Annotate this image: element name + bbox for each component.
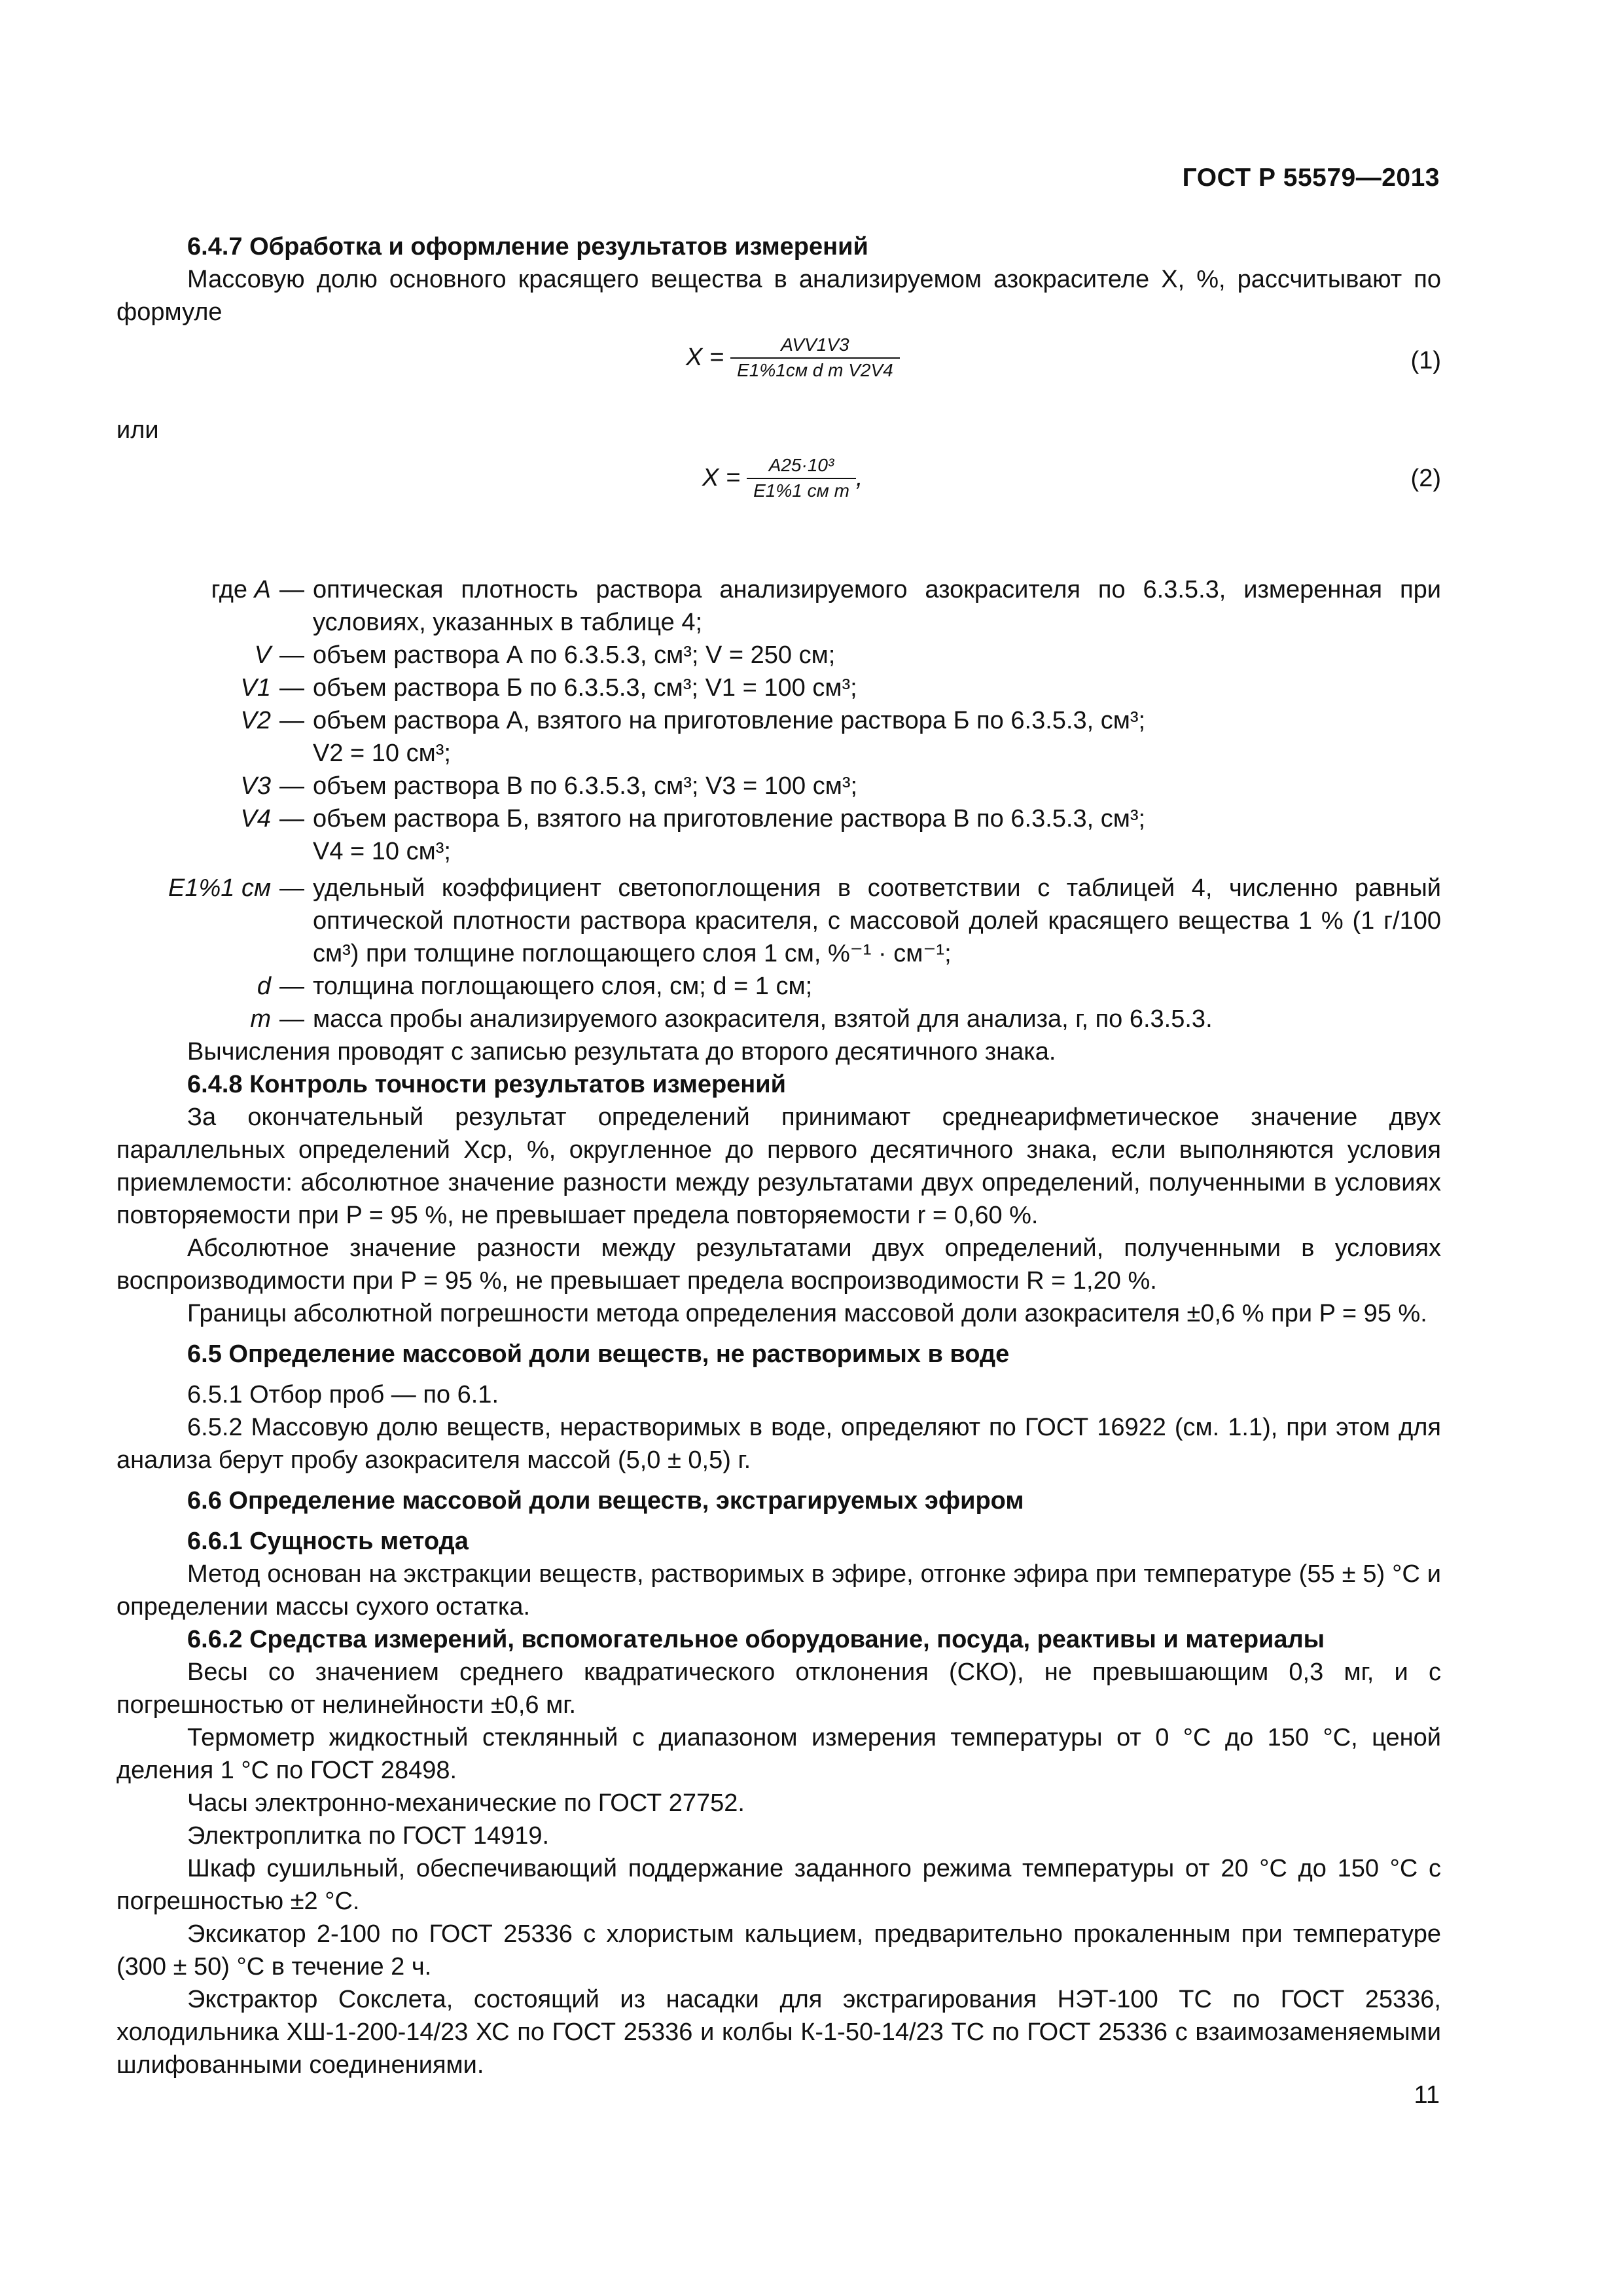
definition-V2-value: V2 = 10 см³; (313, 740, 451, 767)
equipment-item: Термометр жидкостный стеклянный с диапазоном измерения температуры от 0 °C до 150 °C, ценой деления 1 °C по ГОСТ 28498. (116, 1724, 1441, 1784)
definition-E: E1%1 см — удельный коэффициент светопоглощения в соответствии с таблицей 4, численно равный оптической плотности раствора красителя, с массовой долей красящего вещества 1 % (1 г/100 см³) при толщине поглощающего слоя 1 см, %⁻¹ · см⁻¹; (168, 874, 1441, 967)
section-6-5-title: 6.5 Определение массовой доли веществ, не растворимых в воде (187, 1340, 1010, 1368)
definition-V4-value: V4 = 10 см³; (313, 838, 451, 865)
section-6-4-8-paragraph-1: За окончательный результат определений принимают среднеарифметическое значение двух параллельных определений Xср, %, округленное до первого десятичного знака, если выполняются условия приемлемости: абсолютное значение разности между результатами двух определений, полученными в условиях повторяемости при P = 95 %, не превышает предела повторяемости r = 0,60 %. (116, 1103, 1441, 1229)
formula-1-label: (1) (1410, 347, 1441, 374)
definition-V: V — объем раствора А по 6.3.5.3, см³; V = 250 см; (254, 641, 836, 669)
definition-m: m — масса пробы анализируемого азокрасителя, взятой для анализа, г, по 6.3.5.3. (250, 1005, 1213, 1033)
equipment-item: Эксикатор 2-100 по ГОСТ 25336 с хлористым кальцием, предварительно прокаленным при температуре (300 ± 50) °C в течение 2 ч. (116, 1920, 1441, 1981)
definition-V1: V1 — объем раствора Б по 6.3.5.3, см³; V1 = 100 см³; (240, 674, 857, 702)
section-6-6-1-text: Метод основан на экстракции веществ, растворимых в эфире, отгонке эфира при температуре (55 ± 5) °C и определении массы сухого остатка. (116, 1560, 1441, 1621)
definition-V4: V4 — объем раствора Б, взятого на приготовление раствора В по 6.3.5.3, см³; (240, 805, 1146, 833)
definition-A: где A — оптическая плотность раствора анализируемого азокрасителя по 6.3.5.3, измеренная при условиях, указанных в таблице 4; (116, 573, 1441, 639)
formula-1-denominator: E1%1см d m V2V4 (737, 360, 893, 380)
or-connector: или (116, 416, 159, 444)
equipment-item: Шкаф сушильный, обеспечивающий поддержание заданного режима температуры от 20 °C до 150 °C с погрешностью ±2 °C. (116, 1855, 1441, 1915)
definition-V2: V2 — объем раствора А, взятого на приготовление раствора Б по 6.3.5.3, см³; (240, 707, 1146, 734)
formula-1-numerator: AVV1V3 (781, 334, 849, 355)
section-6-4-7-intro: Массовую долю основного красящего вещества в анализируемом азокрасителе X, %, рассчитывают по формуле (116, 266, 1441, 326)
section-6-4-8-title: 6.4.8 Контроль точности результатов измерений (187, 1071, 786, 1098)
section-6-5-2: 6.5.2 Массовую долю веществ, нерастворимых в воде, определяют по ГОСТ 16922 (см. 1.1), при этом для анализа берут пробу азокрасителя массой (5,0 ± 0,5) г. (116, 1414, 1441, 1474)
formula-1-expression (686, 332, 900, 382)
section-6-4-7-title: 6.4.7 Обработка и оформление результатов измерений (187, 233, 868, 260)
equipment-item: Весы со значением среднего квадратического отклонения (СКО), не превышающим 0,3 мг, и с погрешностью от нелинейности ±0,6 мг. (116, 1659, 1441, 1719)
section-6-6-title: 6.6 Определение массовой доли веществ, экстрагируемых эфиром (187, 1487, 1024, 1515)
formula-1-fraction (730, 332, 900, 382)
formula-2-expression (702, 453, 863, 503)
calculation-note: Вычисления проводят с записью результата до второго десятичного знака. (187, 1038, 1056, 1066)
section-6-4-8-paragraph-2: Абсолютное значение разности между результатами двух определений, полученными в условиях воспроизводимости при P = 95 %, не превышает предела воспроизводимости R = 1,20 %. (116, 1234, 1441, 1295)
formula-2-numerator: A25·10³ (768, 455, 834, 475)
formula-2-comma: , (855, 464, 863, 492)
definition-d: d — толщина поглощающего слоя, см; d = 1 см; (257, 973, 813, 1000)
section-6-4-8-paragraph-3: Границы абсолютной погрешности метода определения массовой доли азокрасителя ±0,6 % при P = 95 %. (187, 1300, 1427, 1327)
formula-2-label: (2) (1410, 465, 1441, 492)
section-6-6-2-title: 6.6.2 Средства измерений, вспомогательное оборудование, посуда, реактивы и материалы (187, 1626, 1325, 1653)
document-body (116, 230, 1441, 2081)
equipment-item: Электроплитка по ГОСТ 14919. (187, 1822, 550, 1850)
definition-text: оптическая плотность раствора анализируемого азокрасителя по 6.3.5.3, измеренная при условиях, указанных в таблице 4; (313, 576, 1441, 636)
document-code-header: ГОСТ Р 55579—2013 (1182, 164, 1440, 192)
page-number: 11 (1414, 2081, 1440, 2109)
section-6-5-1: 6.5.1 Отбор проб — по 6.1. (187, 1381, 499, 1408)
symbol-definitions (116, 573, 1441, 1035)
definition-V3: V3 — объем раствора В по 6.3.5.3, см³; V3 = 100 см³; (240, 772, 858, 800)
definition-symbol: где A (211, 576, 271, 603)
equipment-item: Часы электронно-механические по ГОСТ 27752. (187, 1789, 745, 1817)
formula-1-lhs: X = (686, 344, 724, 371)
formula-2-denominator: E1%1 см m (753, 480, 849, 501)
formula-2-lhs: X = (702, 464, 741, 492)
formula-2 (116, 455, 1441, 556)
equipment-item: Экстрактор Сокслета, состоящий из насадки для экстрагирования НЭТ-100 ТС по ГОСТ 25336, холодильника ХШ-1-200-14/23 ХС по ГОСТ 25336 и колбы К-1-50-14/23 ТС по ГОСТ 25336 с взаимозаменяемыми шлифованными соединениями. (116, 1986, 1441, 2079)
formula-1 (116, 329, 1441, 414)
section-6-6-1-title: 6.6.1 Сущность метода (187, 1528, 469, 1555)
formula-2-fraction (747, 453, 856, 503)
